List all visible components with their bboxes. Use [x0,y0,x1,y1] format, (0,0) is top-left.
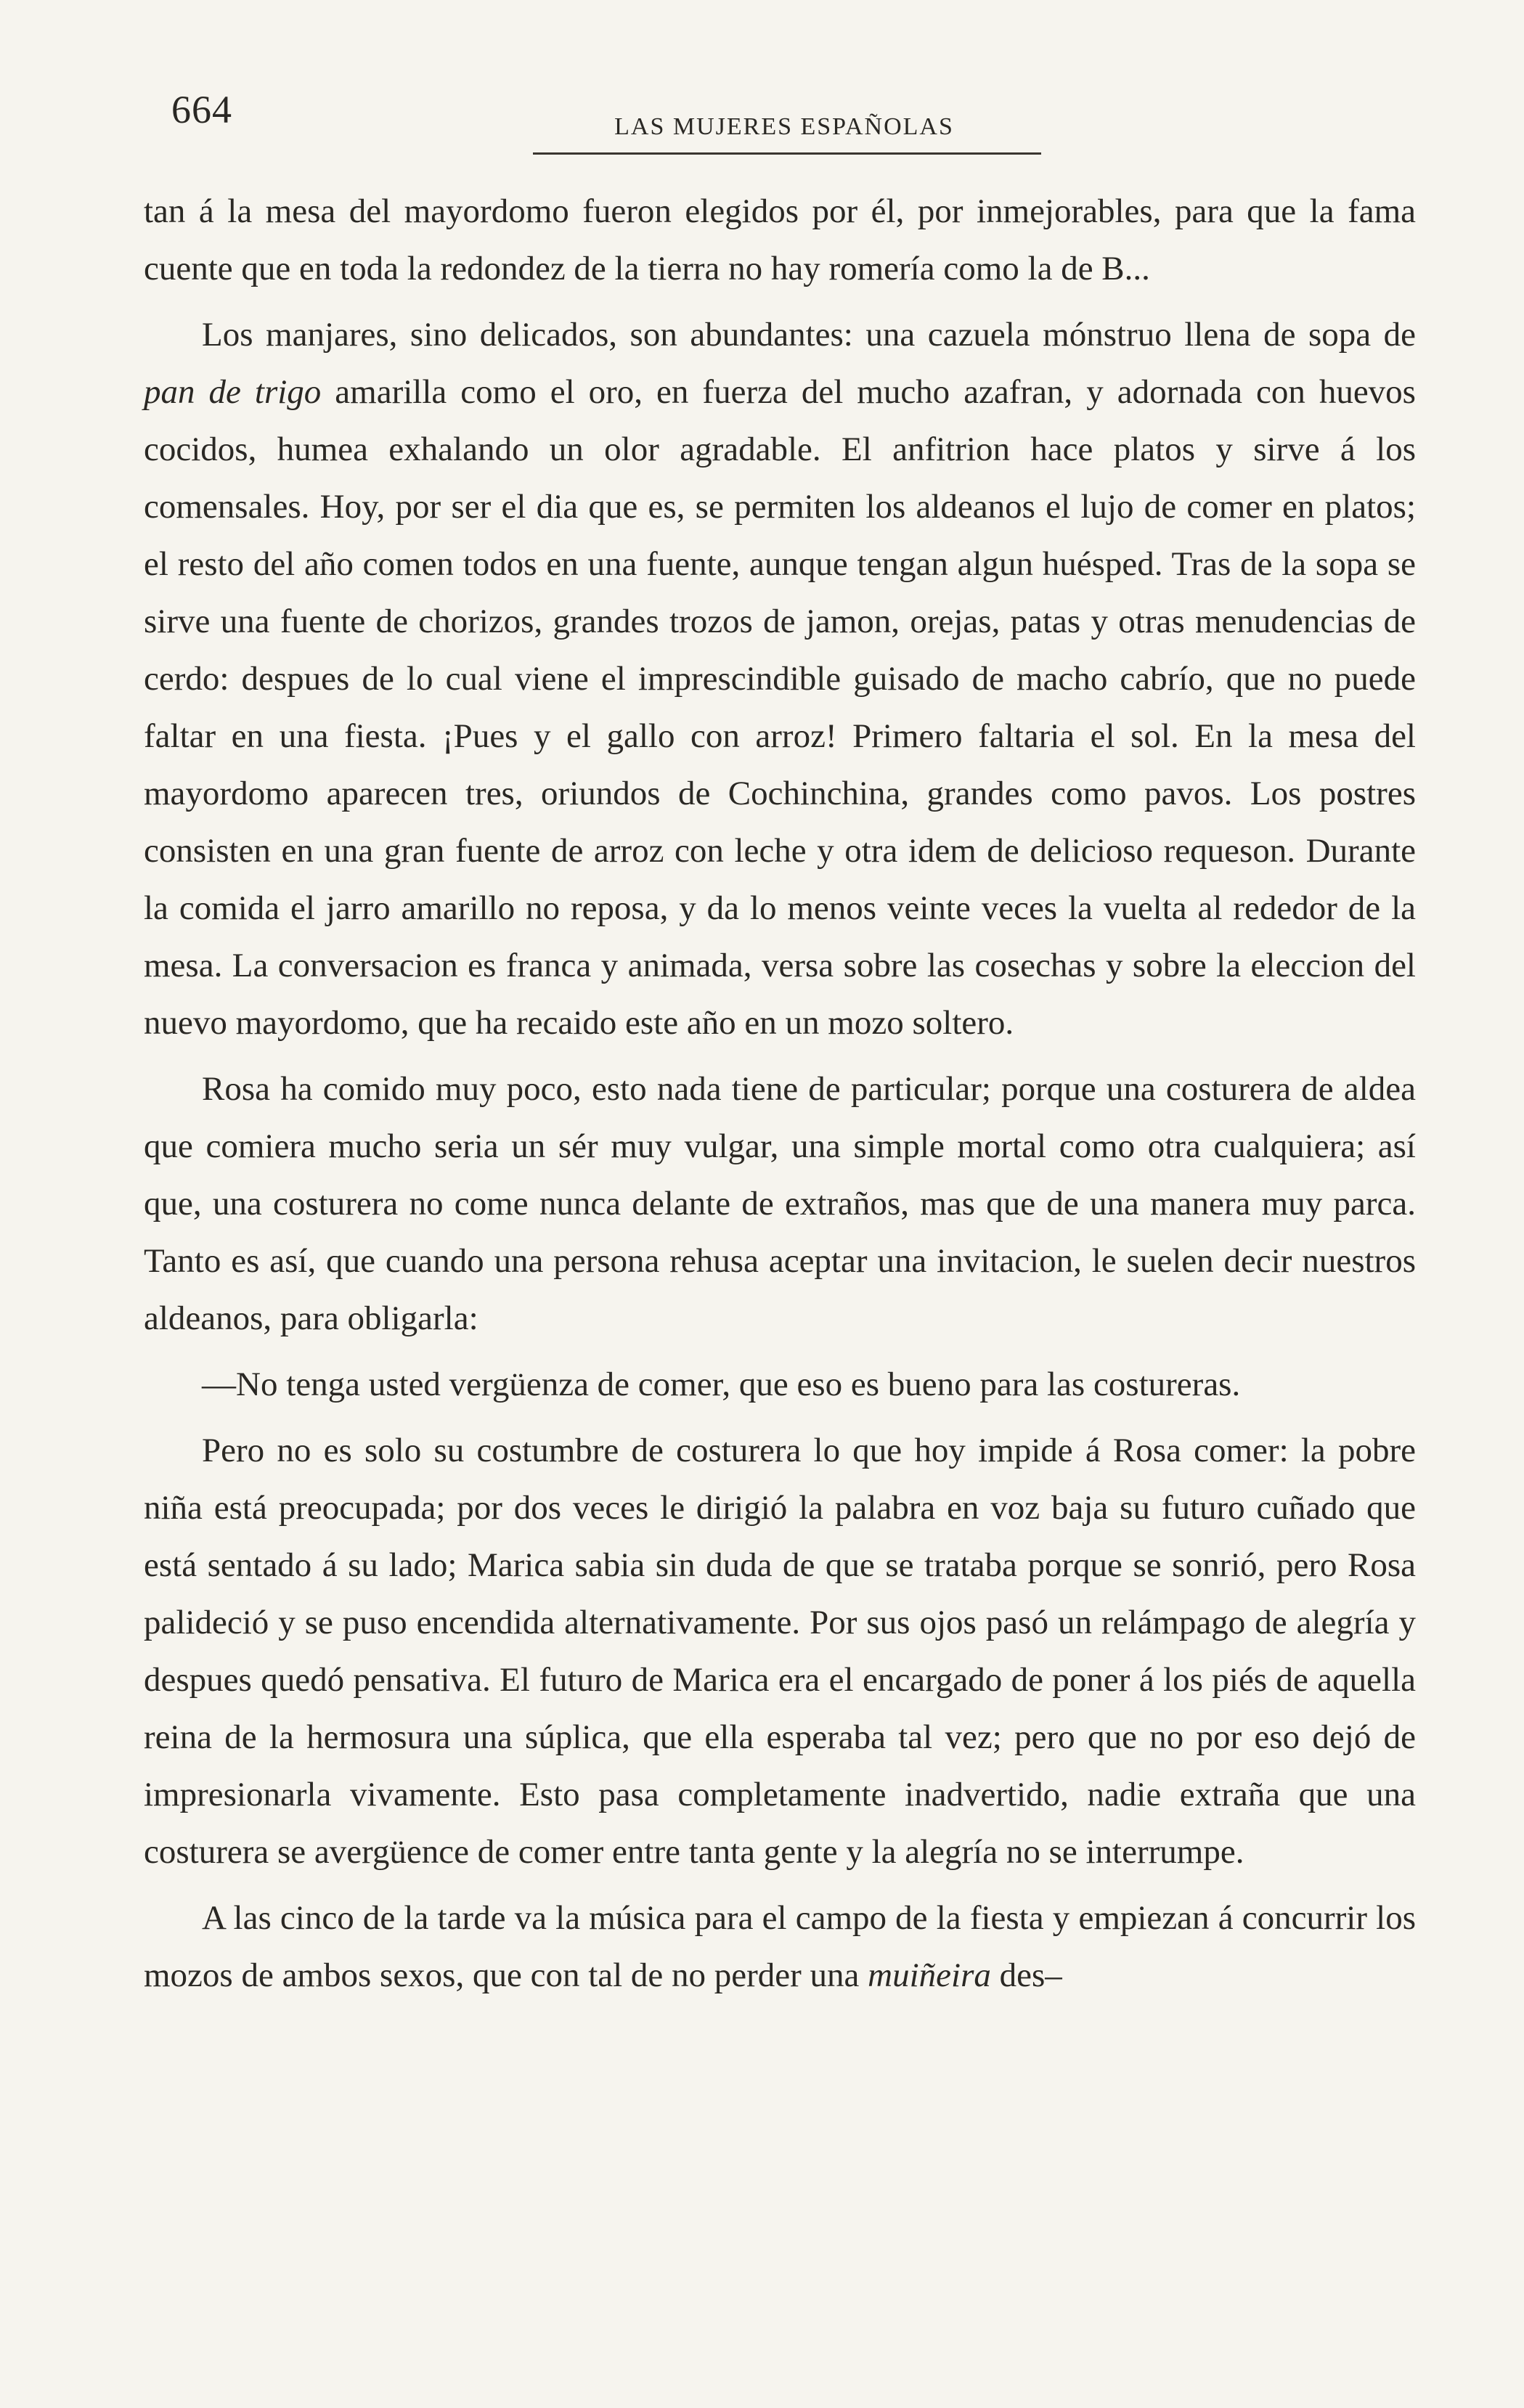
running-title: LAS MUJERES ESPAÑOLAS [614,113,954,140]
body-text [144,183,1416,2013]
paragraph-6 [144,1890,1416,2004]
paragraph-5: Pero no es solo su costumbre de costurera lo que hoy impide á Rosa comer: la pobre niña está preocupada; por dos veces le dirigió la palabra en voz baja su futuro cuñado que está sentado á su lado; Marica sabia sin duda de que se trataba porque se sonrió, pero Rosa palideció y se puso encendida alternativamente. Por sus ojos pasó un relámpago de alegría y despues quedó pensativa. El futuro de Marica era el encargado de poner á los piés de aquella reina de la hermosura una súplica, que ella esperaba tal vez; pero que no por eso dejó de impresionarla vivamente. Esto pasa completamente inadvertido, nadie extraña que una costurera se avergüence de comer entre tanta gente y la alegría no se interrumpe. [144,1432,1416,1871]
paragraph-2-italic: pan de trigo [144,373,322,411]
paragraph-2-text-a: Los manjares, sino delicados, son abundantes: una cazuela mónstruo llena de sopa de [202,316,1416,354]
page-number: 664 [171,88,232,131]
paragraph-2 [144,306,1416,1052]
paragraph-6-text-a: A las cinco de la tarde va la música para el campo de la fiesta y empiezan á concurrir los mozos de ambos sexos, que con tal de no perder una [144,1899,1416,1994]
paragraph-3: Rosa ha comido muy poco, esto nada tiene de particular; porque una costurera de aldea que comiera mucho seria un sér muy vulgar, una simple mortal como otra cualquiera; así que, una costurera no come nunca delante de extraños, mas que de una manera muy parca. Tanto es así, que cuando una persona rehusa aceptar una invitacion, le suelen decir nuestros aldeanos, para obligarla: [144,1070,1416,1337]
paragraph-2-text-b: amarilla como el oro, en fuerza del mucho azafran, y adornada con huevos cocidos, humea exhalando un olor agradable. El anfitrion hace platos y sirve á los comensales. Hoy, por ser el dia que es, se permiten los aldeanos el lujo de comer en platos; el resto del año comen todos en una fuente, aunque tengan algun huésped. Tras de la sopa se sirve una fuente de chorizos, grandes trozos de jamon, orejas, patas y otras menudencias de cerdo: despues de lo cual viene el imprescindible guisado de macho cabrío, que no puede faltar en una fiesta. ¡Pues y el gallo con arroz! Primero faltaria el sol. En la mesa del mayordomo aparecen tres, oriundos de Cochinchina, grandes como pavos. Los postres consisten en una gran fuente de arroz con leche y otra idem de delicioso requeson. Durante la comida el jarro amarillo no reposa, y da lo menos veinte veces la vuelta al rededor de la mesa. La conversacion es franca y animada, versa sobre las cosechas y sobre la eleccion del nuevo mayordomo, que ha recaido este año en un mozo soltero. [144,373,1416,1042]
paragraph-6-text-b: des– [990,1956,1062,1994]
paragraph-6-italic: muiñeira [868,1956,991,1994]
header-rule [533,152,1041,155]
paragraph-1: tan á la mesa del mayordomo fueron elegidos por él, por inmejorables, para que la fama cuente que en toda la redondez de la tierra no hay romería como la de B... [144,192,1416,287]
paragraph-4-dialogue: —No tenga usted vergüenza de comer, que eso es bueno para las costureras. [202,1366,1241,1403]
